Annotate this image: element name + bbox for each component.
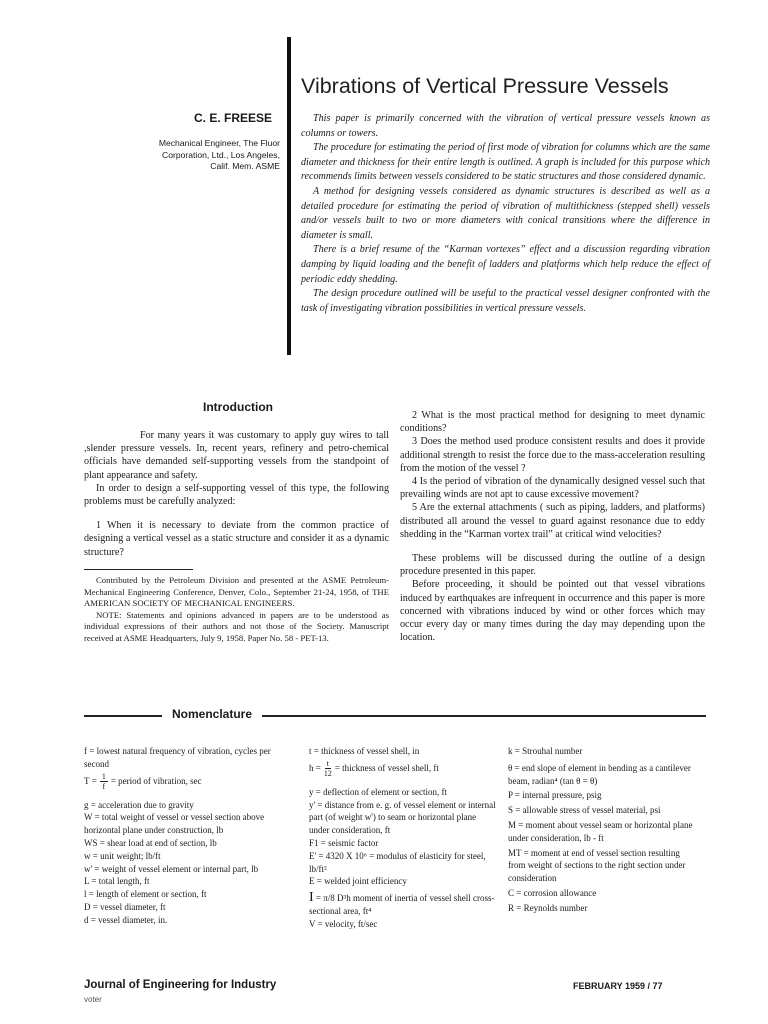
nomenclature-entry: F1 = seismic factor <box>309 837 379 848</box>
fraction-denominator: 12 <box>323 769 332 779</box>
nomenclature-entry: t = thickness of vessel shell, in <box>309 746 420 756</box>
nomenclature-rule-left <box>84 715 162 717</box>
nomenclature-entry: E = welded joint efficiency <box>309 876 407 887</box>
author-affiliation: Mechanical Engineer, The Fluor Corporation, Ltd., Los Angeles, Calif. Mem. ASME <box>158 138 280 171</box>
nomenclature-entry: θ = end slope of element in bending as a cantilever beam, radian⁴ (tan θ = θ) <box>508 762 691 786</box>
abstract-paragraph: The procedure for estimating the period of first mode of vibration for columns which are the same diameter and thickness for their entire length is outlined. A graph is included for this purpose which recommends limits between vessels considered to be static structures and those considered dynamic. <box>301 142 710 183</box>
symbol-definition: = thickness of vessel shell, ft <box>334 763 439 774</box>
introduction-heading: Introduction <box>203 400 273 414</box>
nomenclature-rule-right <box>262 715 706 717</box>
journal-name: Journal of Engineering for Industry <box>84 979 277 991</box>
nomenclature-entry: C = corrosion allowance <box>508 887 597 898</box>
nomenclature-entry: M = moment about vessel seam or horizontal plane under consideration, lb - ft <box>508 819 693 843</box>
nomenclature-entry-moment-of-inertia <box>309 892 497 918</box>
symbol-expression: = π/8 D³h <box>315 893 351 904</box>
intro-left-column <box>84 429 389 559</box>
symbol-definition: = period of vibration, sec <box>110 776 202 787</box>
symbol-label: T <box>84 776 90 787</box>
abstract <box>301 112 710 316</box>
footnote-paragraph: NOTE: Statements and opinions advanced in papers are to be understood as individual expressions of their authors and not those of the Society. Manuscript received at ASME Headquarters, July 9, 1958. Paper No. 58 - PET-13. <box>84 609 389 643</box>
symbol-label: h <box>309 763 314 774</box>
nomenclature-entry: y' = distance from e. g. of vessel element or internal part (of weight w') to seam or horizontal plane under consideration, ft <box>309 799 496 836</box>
nomenclature-entry: R = Reynolds number <box>508 902 588 913</box>
nomenclature-entry: d = vessel diameter, in. <box>84 914 168 925</box>
nomenclature-column-1 <box>84 745 284 927</box>
nomenclature-entry: f = lowest natural frequency of vibration, cycles per second <box>84 746 271 769</box>
abstract-paragraph: There is a brief resume of the “Karman vortexes” effect and a discussion regarding vibration damping by liquid loading and the benefit of ladders and platforms which help reduce the effect of periodic eddy shedding. <box>301 244 710 285</box>
footnote <box>84 575 389 644</box>
nomenclature-entry-shell-thickness: h = $\frac{t}{12}$ = thickness of vessel shell, ft <box>309 759 439 779</box>
intro-question: 4 Is the period of vibration of the dynamically designed vessel such that prevailing winds are not apt to cause excessive movement? <box>400 476 705 501</box>
author-name: C. E. FREESE <box>194 111 273 125</box>
title-rule <box>287 37 291 355</box>
intro-paragraph: In order to design a self-supporting vessel of this type, the following problems must be carefully analyzed: <box>84 482 389 508</box>
nomenclature-entry: W = total weight of vessel or vessel section above horizontal plane under construction, lb <box>84 812 265 836</box>
intro-right-column <box>400 409 705 644</box>
nomenclature-entry: V = velocity, ft/sec <box>309 918 378 929</box>
symbol-definition: moment of inertia of vessel shell cross-sectional area, ft⁴ <box>309 893 495 916</box>
intro-question: 5 Are the external attachments ( such as piping, ladders, and platforms) distributed all around the vessel to guard against resonance due to eddy shedding in the “Karman vortex trail” at critical wind velocities? <box>400 502 705 540</box>
nomenclature-entry-period: T = $\frac{1}{f}$ = period of vibration, sec <box>84 772 202 792</box>
nomenclature-entry: w' = weight of vessel element or internal part, lb <box>84 863 259 874</box>
intro-question: 1 When it is necessary to deviate from the common practice of designing a vertical vessel as a static structure and consider it as a dynamic structure? <box>84 520 389 558</box>
abstract-paragraph: The design procedure outlined will be useful to the practical vessel designer confronted with the task of investigating vibration possibilities in vertical pressure vessels. <box>301 288 710 314</box>
nomenclature-entry: WS = shear load at end of section, lb <box>84 837 217 848</box>
nomenclature-entry: MT = moment at end of vessel section resulting from weight of sections to the right section under consideration <box>508 847 686 884</box>
nomenclature-entry: l = length of element or section, ft <box>84 889 207 900</box>
paper-title: Vibrations of Vertical Pressure Vessels <box>301 74 669 98</box>
footer-fragment: voter <box>84 995 102 1004</box>
symbol-label: I <box>309 890 314 906</box>
intro-paragraph: These problems will be discussed during the outline of a design procedure presented in this paper. <box>400 553 705 578</box>
nomenclature-entry: S = allowable stress of vessel material, psi <box>508 805 661 816</box>
nomenclature-column-2 <box>309 745 497 931</box>
abstract-paragraph: A method for designing vessels considered as dynamic structures is described as well as a detailed procedure for estimating the period of vibration of multithickness (stepped shell) vessels and/or vessels built to two or more diameters with conical transitions where the difference in diameter is small. <box>301 185 710 241</box>
nomenclature-entry: P = internal pressure, psig <box>508 790 602 801</box>
nomenclature-entry: y = deflection of element or section, ft <box>309 786 448 797</box>
nomenclature-entry: L = total length, ft <box>84 876 150 887</box>
fraction <box>100 772 108 791</box>
nomenclature-entry: g = acceleration due to gravity <box>84 799 194 810</box>
fraction <box>324 759 332 778</box>
intro-paragraph: For many years it was customary to apply guy wires to tall ,slender pressure vessels. In, recent years, refinery and petro-chemical officials have demanded self-supporting vessels from the standpoint of plant appearance and safety. <box>84 430 389 481</box>
nomenclature-entry: D = vessel diameter, ft <box>84 901 166 912</box>
nomenclature-entry: w = unit weight; lb/ft <box>84 850 161 861</box>
nomenclature-entry: k = Strouhal number <box>508 746 583 756</box>
nomenclature-entry: E' = 4320 X 10⁶ = modulus of elasticity for steel, lb/ft² <box>309 850 486 874</box>
intro-question: 2 What is the most practical method for designing to meet dynamic conditions? <box>400 410 705 435</box>
issue-and-page: FEBRUARY 1959 / 77 <box>573 981 663 991</box>
footnote-paragraph: Contributed by the Petroleum Division and presented at the ASME Petroleum-Mechanical Engineering Conference, Denver, Colo., September 21-24, 1958, of THE AMERICAN SOCIETY OF MECHANICAL ENGINEERS. <box>84 575 389 608</box>
nomenclature-column-3 <box>508 745 698 915</box>
abstract-paragraph: This paper is primarily concerned with the vibration of vertical pressure vessels known as columns or towers. <box>301 113 710 139</box>
intro-question: 3 Does the method used produce consistent results and does it provide additional strength to resist the force due to the mass-acceleration resulting from the motion of the vessel ? <box>400 436 705 474</box>
fraction-denominator: f <box>102 782 106 792</box>
intro-paragraph: Before proceeding, it should be pointed out that vessel vibrations induced by earthquakes are infrequent in occurrence and this paper is more concerned with vibrations induced by wind or other forces which may occur every day or many times during the day may depending upon the location. <box>400 579 705 644</box>
nomenclature-heading: Nomenclature <box>172 707 253 721</box>
footnote-rule <box>84 569 193 570</box>
fraction-numerator: 1 <box>101 772 106 782</box>
fraction-numerator: t <box>326 759 329 769</box>
